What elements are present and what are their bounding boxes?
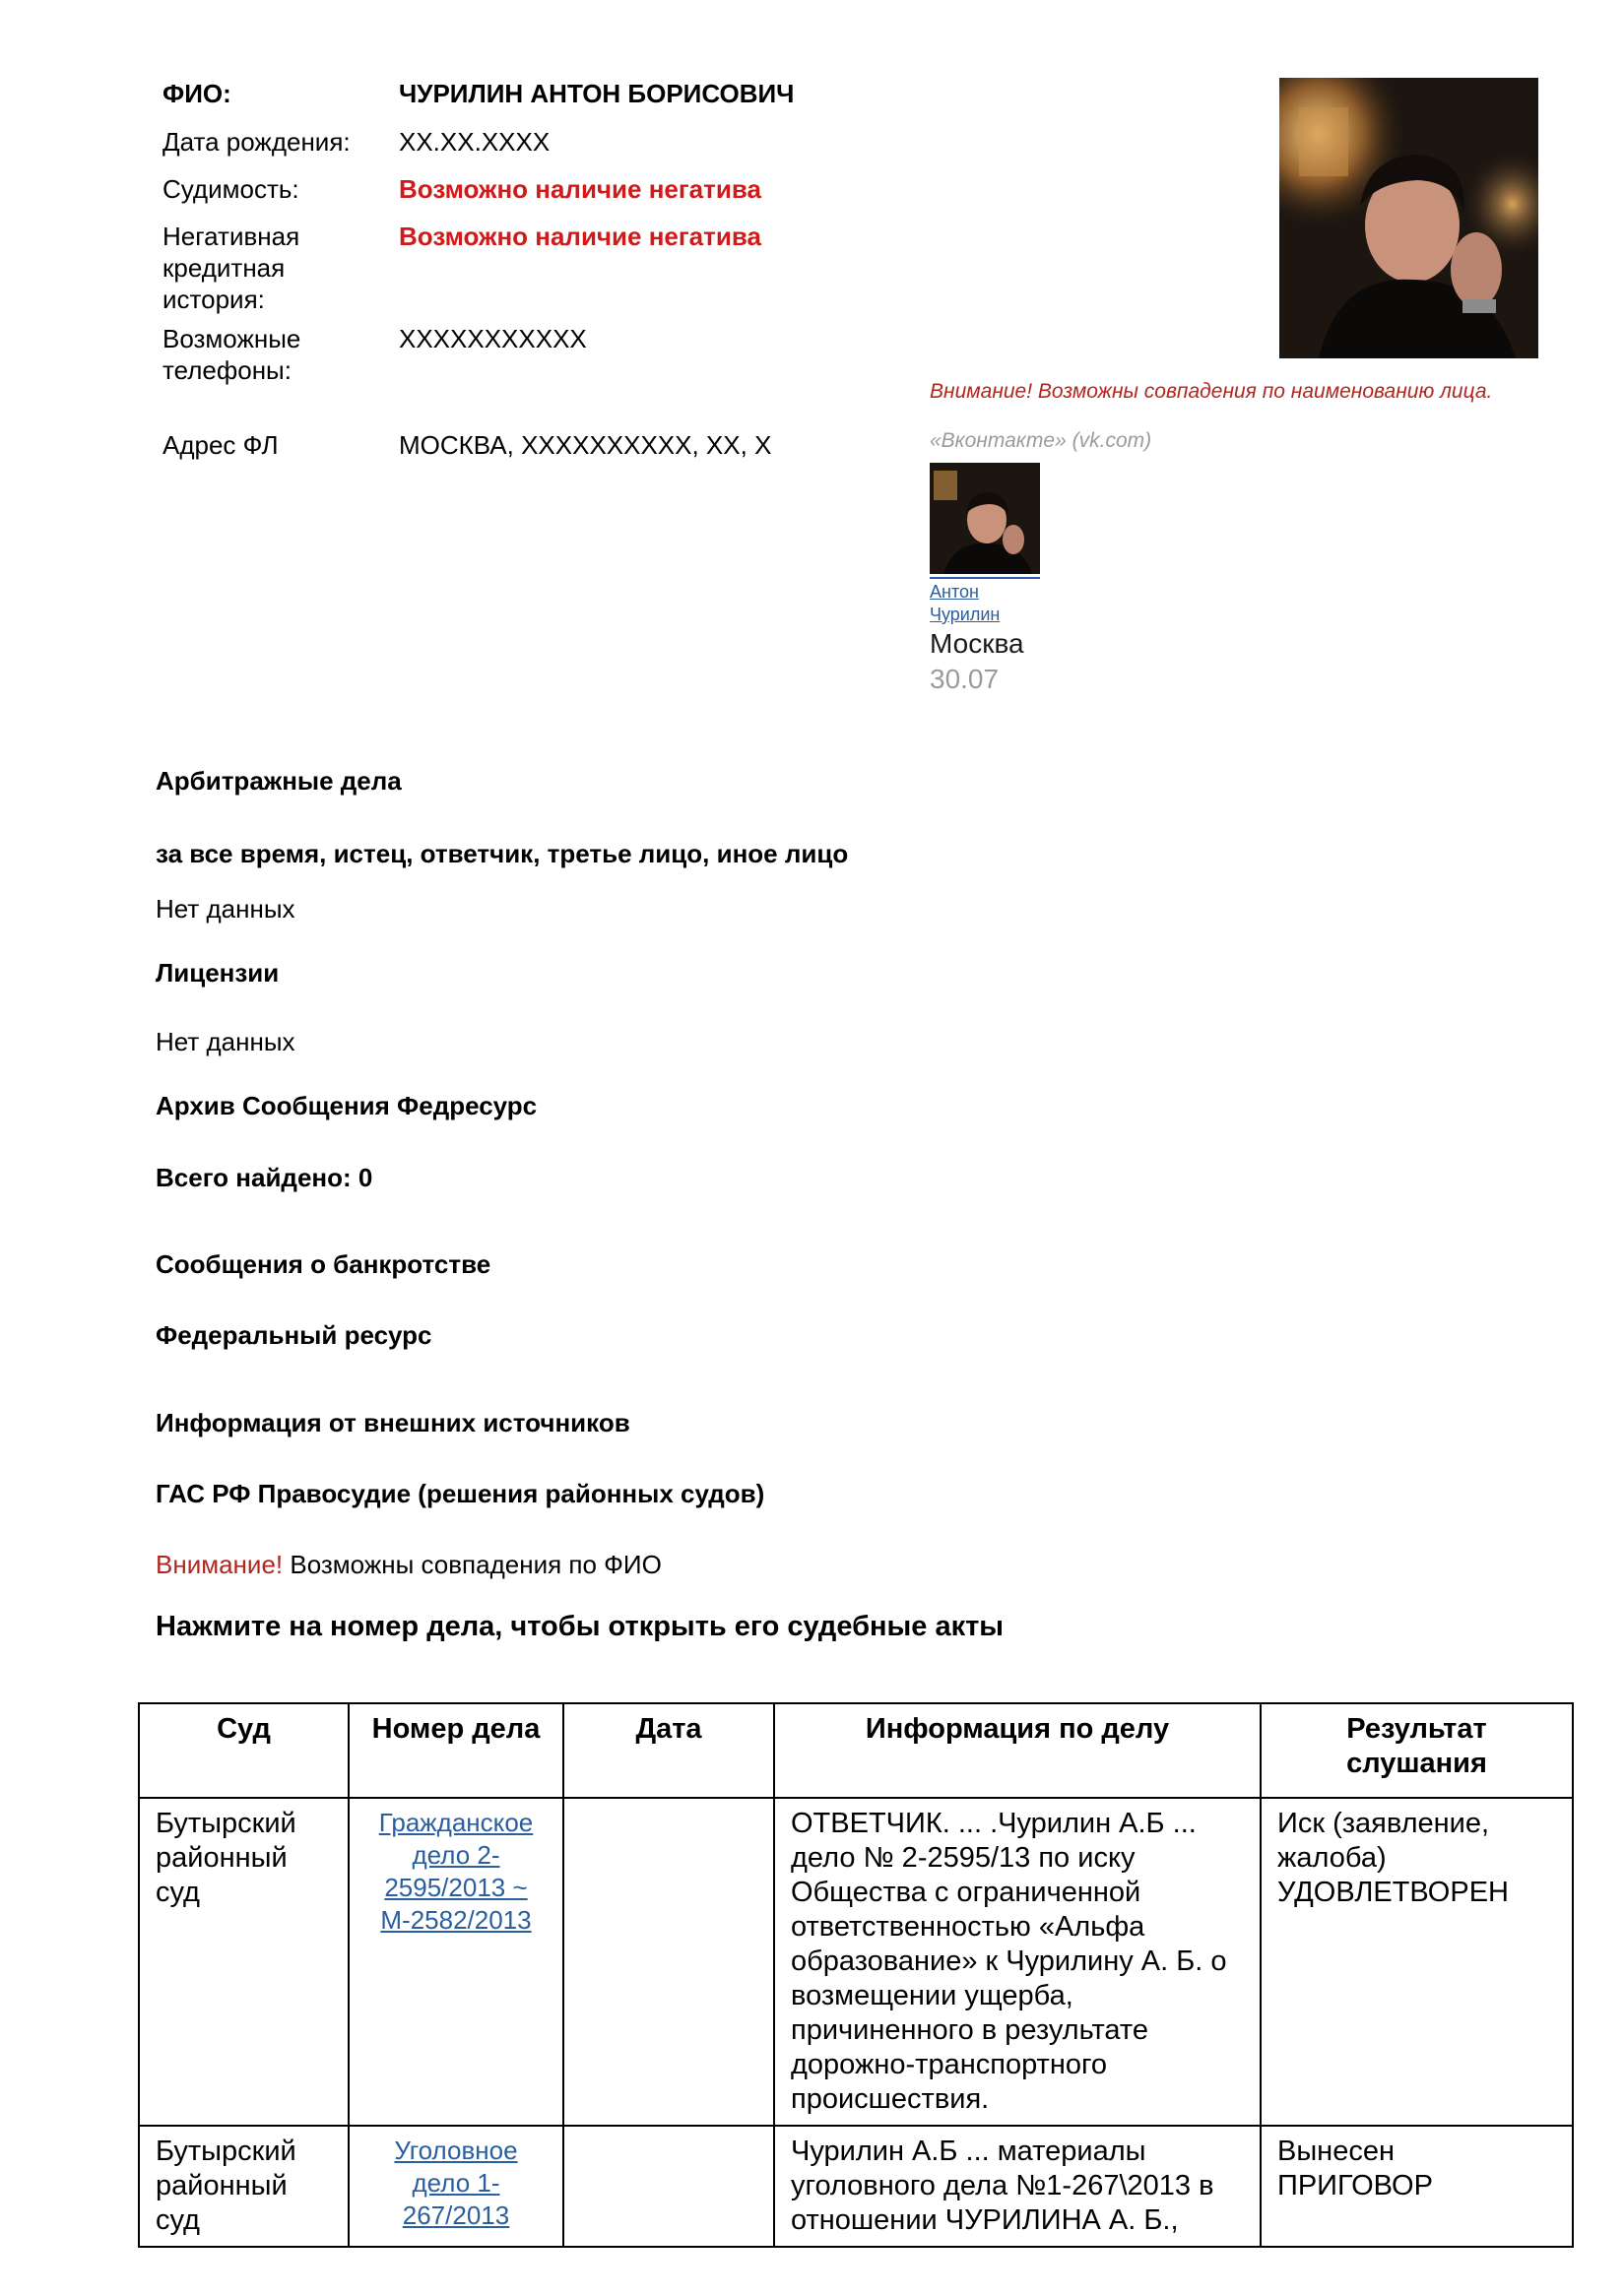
cell-date [563, 1798, 774, 2126]
header-case-number: Номер дела [349, 1703, 563, 1798]
table-row [139, 1798, 1573, 2126]
arbitration-subtitle: за все время, истец, ответчик, третье лицо, иное лицо [156, 839, 849, 868]
table-header-row [139, 1703, 1573, 1798]
vk-source: «Вконтакте» (vk.com) [930, 429, 1152, 452]
match-warning: Внимание! Возможны совпадения по наименованию лица. [930, 380, 1493, 403]
cell-result: Иск (заявление, жалоба) УДОВЛЕТВОРЕН [1261, 1798, 1573, 2126]
vk-avatar[interactable] [930, 463, 1040, 574]
cell-court: Бутырский районный суд [139, 1798, 349, 2126]
credit-value: Возможно наличие негатива [399, 222, 761, 251]
cell-info: ОТВЕТЧИК. ... .Чурилин А.Б ... дело № 2-2595/13 по иску Общества с ограниченной ответственностью «Альфа образование» к Чурилину А. Б. о возмещении ущерба, причиненного в результате дорожно-транспортного происшествия. [774, 1798, 1261, 2126]
person-photo [1279, 78, 1538, 358]
credit-label: Негативная кредитная история: [162, 222, 300, 314]
header-court: Суд [139, 1703, 349, 1798]
address-value: МОСКВА, XXXXXXXXXX, XX, X [399, 430, 772, 460]
cell-date [563, 2126, 774, 2247]
vk-city: Москва [930, 628, 1024, 659]
cell-case-link[interactable] [349, 1798, 563, 2126]
gas-warning-label: Внимание! [156, 1550, 284, 1579]
cell-result: Вынесен ПРИГОВОР [1261, 2126, 1573, 2247]
fedresurs-title: Архив Сообщения Федресурс [156, 1091, 538, 1120]
federal-title: Федеральный ресурс [156, 1320, 432, 1350]
case-link[interactable]: Гражданское дело 2-2595/2013 ~ М-2582/2013 [378, 1808, 534, 1935]
header-result: Результат слушания [1261, 1703, 1573, 1798]
cell-case-link[interactable] [349, 2126, 563, 2247]
fedresurs-count: Всего найдено: 0 [156, 1163, 373, 1192]
vk-date: 30.07 [930, 664, 1000, 694]
vk-avatar-underline [930, 577, 1040, 579]
vk-name-last[interactable]: Чурилин [930, 605, 1001, 624]
vk-profile-link[interactable] [930, 581, 1000, 626]
external-title: Информация от внешних источников [156, 1408, 630, 1437]
arbitration-title: Арбитражные дела [156, 766, 402, 796]
conviction-value: Возможно наличие негатива [399, 174, 761, 204]
gas-warning [156, 1550, 662, 1580]
cell-court: Бутырский районный суд [139, 2126, 349, 2247]
gas-title: ГАС РФ Правосудие (решения районных судов) [156, 1479, 765, 1508]
licenses-value: Нет данных [156, 1027, 295, 1056]
case-link[interactable]: Уголовное дело 1-267/2013 [394, 2136, 518, 2230]
table-row [139, 2126, 1573, 2247]
click-hint: Нажмите на номер дела, чтобы открыть его судебные акты [156, 1611, 1005, 1642]
birth-label: Дата рождения: [162, 127, 351, 157]
court-cases-table [138, 1702, 1574, 2248]
header-case-info: Информация по делу [774, 1703, 1261, 1798]
bankruptcy-title: Сообщения о банкротстве [156, 1249, 491, 1279]
fio-value: ЧУРИЛИН АНТОН БОРИСОВИЧ [399, 79, 795, 108]
phones-label: Возможные телефоны: [162, 324, 301, 385]
arbitration-value: Нет данных [156, 894, 295, 924]
vk-name-first[interactable]: Антон [930, 582, 979, 602]
conviction-label: Судимость: [162, 174, 299, 204]
gas-warning-text: Возможны совпадения по ФИО [283, 1550, 662, 1579]
licenses-title: Лицензии [156, 958, 280, 988]
phones-value: XXXXXXXXXXX [399, 324, 587, 353]
header-date: Дата [563, 1703, 774, 1798]
cell-info: Чурилин А.Б ... материалы уголовного дела №1-267\2013 в отношении ЧУРИЛИНА А. Б., [774, 2126, 1261, 2247]
fio-label: ФИО: [162, 79, 231, 108]
birth-value: XX.XX.XXXX [399, 127, 551, 157]
address-label: Адрес ФЛ [162, 430, 279, 460]
